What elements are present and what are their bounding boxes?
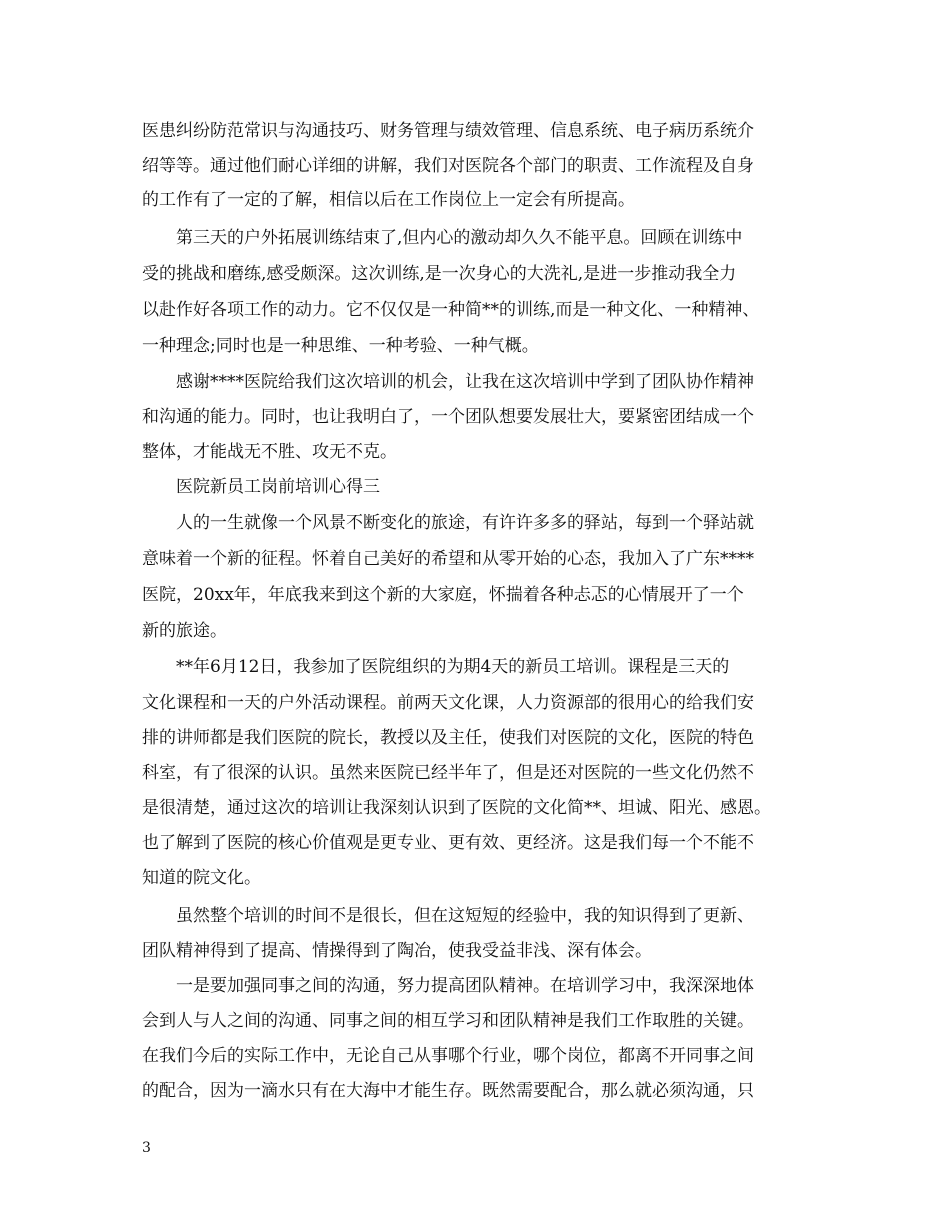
text-line: 意味着一个新的征程。怀着自己美好的希望和从零开始的心态，我加入了广东**** — [142, 549, 754, 569]
text-line: 一种理念;同时也是一种思维、一种考验、一种气概。 — [142, 336, 539, 356]
text-line: 第三天的户外拓展训练结束了,但内心的激动却久久不能平息。回顾在训练中 — [176, 228, 743, 248]
text-line: 的配合，因为一滴水只有在大海中才能生存。既然需要配合，那么就必须沟通，只 — [142, 1081, 754, 1101]
section-heading: 医院新员工岗前培训心得三 — [176, 477, 380, 497]
text-line: **年6月12日，我参加了医院组织的为期4天的新员工培训。课程是三天的 — [176, 657, 730, 677]
text-line: 以赴作好各项工作的动力。它不仅仅是一种简**的训练,而是一种文化、一种精神、 — [142, 300, 760, 320]
text-line: 的工作有了一定的了解，相信以后在工作岗位上一定会有所提高。 — [142, 190, 635, 210]
text-line: 文化课程和一天的户外活动课程。前两天文化课，人力资源部的很用心的给我们安 — [142, 693, 754, 713]
text-line: 在我们今后的实际工作中，无论自己从事哪个行业，哪个岗位，都离不开同事之间 — [142, 1046, 754, 1066]
text-line: 会到人与人之间的沟通、同事之间的相互学习和团队精神是我们工作取胜的关键。 — [142, 1011, 754, 1031]
text-line: 科室，有了很深的认识。虽然来医院已经半年了，但是还对医院的一些文化仍然不 — [142, 763, 754, 783]
text-line: 感谢****医院给我们这次培训的机会，让我在这次培训中学到了团队协作精神 — [176, 372, 754, 392]
text-line: 医院，20xx年，年底我来到这个新的大家庭，怀揣着各种忐忑的心情展开了一个 — [142, 585, 744, 605]
text-line: 一是要加强同事之间的沟通，努力提高团队精神。在培训学习中，我深深地体 — [176, 976, 754, 996]
text-line: 知道的院文化。 — [142, 868, 261, 888]
text-line: 也了解到了医院的核心价值观是更专业、更有效、更经济。这是我们每一个不能不 — [142, 833, 754, 853]
page-number: 3 — [142, 1140, 151, 1156]
text-line: 团队精神得到了提高、情操得到了陶冶，使我受益非浅、深有体会。 — [142, 941, 652, 961]
text-line: 新的旅途。 — [142, 621, 227, 641]
text-line: 人的一生就像一个风景不断变化的旅途，有许许多多的驿站，每到一个驿站就 — [176, 513, 754, 533]
text-line: 虽然整个培训的时间不是很长，但在这短短的经验中，我的知识得到了更新、 — [176, 906, 754, 926]
text-line: 整体，才能战无不胜、攻无不克。 — [142, 442, 397, 462]
text-line: 绍等等。通过他们耐心详细的讲解，我们对医院各个部门的职责、工作流程及自身 — [142, 156, 754, 176]
text-line: 医患纠纷防范常识与沟通技巧、财务管理与绩效管理、信息系统、电子病历系统介 — [142, 121, 754, 141]
text-line: 和沟通的能力。同时，也让我明白了，一个团队想要发展壮大，要紧密团结成一个 — [142, 407, 754, 427]
text-line: 受的挑战和磨练,感受颇深。这次训练,是一次身心的大洗礼,是进一步推动我全力 — [142, 264, 737, 284]
text-line: 排的讲师都是我们医院的院长，教授以及主任，使我们对医院的文化，医院的特色 — [142, 728, 754, 748]
text-line: 是很清楚，通过这次的培训让我深刻认识到了医院的文化简**、坦诚、阳光、感恩。 — [142, 798, 771, 818]
